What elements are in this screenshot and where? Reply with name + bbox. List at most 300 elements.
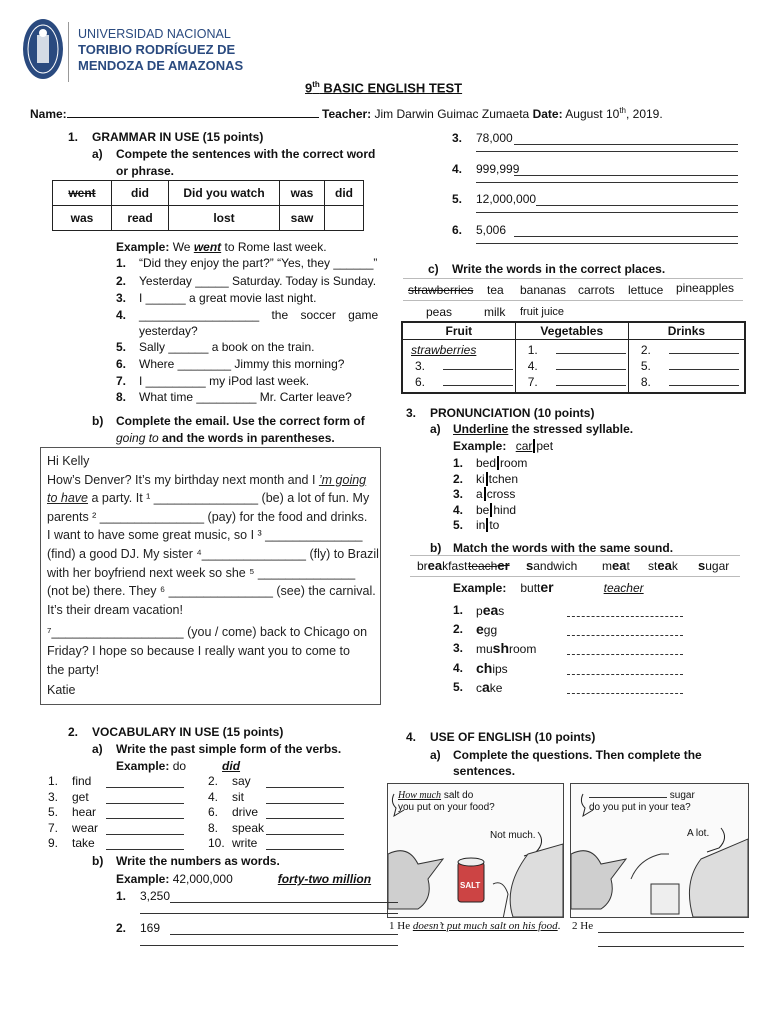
divider — [403, 278, 743, 279]
number-answer-field[interactable] — [140, 944, 398, 946]
number-value: 5,006 — [476, 223, 507, 237]
sound-part: er — [497, 558, 510, 573]
sound-word — [476, 680, 502, 695]
word-bank-item: carrots — [578, 283, 615, 297]
example-answer: went — [193, 240, 222, 254]
instruction: Compete the sentences with the correct word — [116, 147, 376, 161]
divider — [410, 576, 740, 577]
sound-part: s — [526, 558, 534, 573]
email-line: I want to have some great music, so I ³ ______________ — [47, 528, 363, 543]
part-label: b) — [430, 541, 442, 555]
syllable-divider — [497, 456, 499, 470]
item-sentence: “Did they enjoy the part?” “Yes, they ______” — [139, 256, 378, 270]
stress-word — [476, 487, 515, 501]
section-number: 4. — [406, 730, 417, 744]
item-sentence: I _________ my iPod last week. — [139, 374, 310, 388]
verb-answer-field[interactable] — [106, 833, 184, 835]
date-label: Date: — [532, 107, 563, 121]
syllable-divider — [486, 472, 488, 486]
sound-answer-field[interactable] — [567, 615, 683, 617]
verb-word: say — [232, 774, 251, 788]
grammar-example — [116, 240, 327, 254]
verb-word: write — [232, 836, 258, 850]
sound-answer-field[interactable] — [567, 692, 683, 694]
verb-word: wear — [72, 820, 99, 835]
email-signature: Katie — [47, 683, 76, 698]
word-bank-item: strawberries — [408, 283, 474, 297]
date-value: August 10 — [565, 107, 620, 121]
number-value: 78,000 — [476, 131, 513, 145]
item-number: 2. — [453, 622, 464, 637]
item-number: 1. — [453, 456, 464, 470]
word-cell: did — [112, 181, 169, 206]
answer-line[interactable] — [598, 945, 744, 947]
verb-word: hear — [72, 805, 97, 819]
part-label: c) — [428, 262, 439, 276]
salt-can-label: SALT — [460, 881, 481, 890]
part-label: b) — [92, 854, 104, 868]
instruction: sentences. — [453, 764, 516, 778]
speech-bubble-question — [398, 790, 495, 814]
caption-answer: doesn’t put much salt on his food — [412, 920, 558, 932]
example-text: We — [169, 240, 194, 254]
email-example: to have — [47, 491, 89, 506]
part-label: a) — [92, 147, 103, 161]
speech-bubble-question — [589, 790, 695, 814]
table-blank — [411, 374, 515, 390]
item-number: 3. — [453, 487, 464, 501]
sound-bank-word — [526, 559, 577, 573]
sound-bank-word — [698, 559, 729, 573]
item-number: 4. — [453, 660, 464, 675]
word-part: kfast — [442, 559, 468, 573]
numbers-example — [116, 872, 371, 886]
example-answer: teacher — [603, 581, 644, 595]
email-line: It’s their dream vacation! — [47, 602, 183, 617]
verb-answer-field[interactable] — [266, 833, 344, 835]
sound-part: ea — [482, 602, 499, 618]
question-text: you put on your food? — [398, 802, 495, 813]
answer-field[interactable] — [443, 376, 513, 386]
question-text: do you put in your tea? — [589, 802, 691, 813]
verb-word: drive — [232, 805, 259, 819]
stress-word — [476, 456, 527, 470]
blank-number: 8. — [640, 374, 651, 389]
verb-word: find — [72, 774, 92, 788]
question-text: salt do — [441, 790, 474, 801]
item-number: 8. — [116, 390, 127, 404]
item-number: 7. — [116, 374, 127, 388]
verb-answer-field[interactable] — [106, 848, 184, 850]
column-header: Vegetables — [515, 322, 628, 339]
word-part: m — [602, 559, 612, 573]
email-greeting: Hi Kelly — [47, 454, 90, 468]
sound-part: ea — [612, 558, 627, 573]
item-sentence: I ______ a great movie last night. — [139, 291, 317, 305]
section-number: 1. — [68, 130, 79, 144]
speech-bubble-reply: Not much. — [490, 830, 536, 841]
word-part: c — [476, 680, 482, 695]
word-cell: did — [325, 181, 364, 206]
number-item: 4. — [452, 162, 463, 176]
table-blank — [637, 342, 744, 358]
instruction: Complete the email. Use the correct form of — [116, 414, 365, 428]
word-bank-item: lettuce — [628, 283, 664, 297]
verb-answer-field[interactable] — [106, 817, 184, 819]
example-number: 42,000,000 — [169, 872, 233, 886]
name-label: Name: — [30, 107, 67, 121]
word-bank-item: tea — [487, 283, 504, 297]
item-sentence: __________________ the soccer game — [139, 308, 379, 322]
divider — [403, 300, 743, 301]
word-bank-item: peas — [426, 305, 453, 319]
verb-number: 10. — [208, 836, 225, 850]
syllable: tchen — [488, 471, 519, 486]
number-item: 2. — [116, 921, 127, 935]
syllable-divider — [484, 487, 486, 501]
university-name-line3: MENDOZA DE AMAZONAS — [78, 58, 244, 73]
verb-word: speak — [232, 820, 265, 835]
part-label: a) — [430, 422, 441, 436]
caption-number: 1 He — [389, 920, 413, 932]
sound-word — [476, 603, 504, 618]
item-number: 5. — [116, 340, 127, 354]
blank-number: 4. — [527, 358, 538, 373]
number-answer-field[interactable] — [170, 901, 398, 903]
instruction — [116, 431, 335, 445]
sound-word — [476, 661, 508, 676]
word-part: p — [476, 604, 483, 618]
instruction-text: and the words in parentheses. — [158, 431, 335, 445]
word-part: t — [626, 559, 630, 573]
syllable: hind — [493, 502, 517, 517]
instruction — [453, 422, 633, 436]
verb-number: 9. — [48, 836, 59, 850]
email-text: How’s Denver? It’s my birthday next month and I — [47, 472, 319, 487]
table-blank — [524, 374, 628, 390]
word-part: ke — [489, 680, 503, 695]
syllable: ki — [476, 471, 485, 486]
section-title-use-of-english: USE OF ENGLISH (10 points) — [430, 730, 596, 744]
verb-word: sit — [232, 789, 244, 804]
verb-number: 4. — [208, 789, 219, 804]
sound-word — [476, 622, 497, 637]
instruction-underline: Underline — [453, 422, 509, 436]
number-answer-field[interactable] — [476, 211, 738, 213]
divider — [410, 555, 740, 556]
item-number: 3. — [116, 291, 127, 305]
fruit-column — [402, 339, 515, 393]
caption-2: 2 He — [572, 920, 594, 932]
verb-number: 6. — [208, 805, 219, 819]
sound-answer-field[interactable] — [567, 634, 683, 636]
item-number: 5. — [453, 679, 464, 694]
verb-answer-field[interactable] — [106, 802, 184, 804]
verb-answer-field[interactable] — [106, 786, 184, 788]
email-line: (not be) there. They ⁶ _______________ (see) the carnival. — [47, 584, 376, 599]
verb-number: 7. — [48, 820, 59, 835]
instruction-italic: going to — [116, 431, 159, 445]
title-text: BASIC ENGLISH TEST — [319, 80, 463, 96]
example-label: Example: — [116, 872, 170, 886]
number-item: 6. — [452, 223, 463, 237]
blank-number: 6. — [415, 374, 426, 389]
email-line: with her boyfriend next week so she ⁵ ______________ — [47, 565, 356, 580]
answer-field[interactable] — [556, 360, 626, 370]
example-label: Example: — [116, 240, 170, 254]
answer-field[interactable] — [556, 376, 626, 386]
email-example: ’m going — [318, 472, 367, 487]
word-cell: went — [53, 181, 112, 206]
verb-answer-field[interactable] — [266, 817, 344, 819]
sound-part: s — [698, 558, 706, 573]
word-part: br — [417, 559, 428, 573]
number-answer-field[interactable] — [514, 174, 738, 176]
example-answer: did — [222, 759, 241, 773]
syllable: bed — [476, 456, 497, 470]
verb-number: 3. — [48, 789, 59, 804]
word-bank-item: milk — [484, 305, 506, 319]
item-number: 3. — [453, 641, 464, 656]
instruction: or phrase. — [116, 164, 175, 178]
example-word: butt — [520, 581, 541, 595]
example-sound: er — [540, 579, 554, 595]
word-cell: was — [280, 181, 325, 206]
teacher-label: Teacher: — [322, 107, 372, 121]
instruction: Write the numbers as words. — [116, 854, 280, 868]
teacher-name: Jim Darwin Guimac Zumaeta — [374, 107, 530, 121]
verb-word: get — [72, 789, 89, 804]
cartoon-panel-sugar — [570, 783, 749, 918]
section-number: 3. — [406, 406, 417, 420]
word-cell: saw — [280, 206, 325, 231]
number-value: 169 — [140, 921, 161, 935]
email-line: parents ² _______________ (pay) for the food and drinks. — [47, 509, 368, 524]
verb-answer-field[interactable] — [266, 848, 344, 850]
verb-answer-field[interactable] — [266, 802, 344, 804]
blank-number: 3. — [415, 358, 426, 373]
word-part: room — [509, 642, 537, 657]
email-line: ⁷___________________ (you / come) back to Chicago on — [47, 625, 368, 640]
answer-field[interactable] — [669, 344, 739, 354]
word-part: s — [498, 604, 505, 618]
cartoon-panel-salt — [387, 783, 564, 918]
word-part: teach — [468, 559, 498, 573]
section-title-vocabulary: VOCABULARY IN USE (15 points) — [92, 725, 284, 739]
table-blank — [637, 358, 744, 374]
blank-number: 7. — [527, 374, 538, 389]
example-text: to Rome last week. — [221, 240, 327, 254]
item-number: 1. — [116, 256, 127, 270]
email-box — [40, 447, 381, 705]
item-sentence: What time _________ Mr. Carter leave? — [139, 390, 352, 404]
verb-number: 5. — [48, 805, 59, 819]
example-word: do — [169, 759, 187, 773]
word-bank-item: bananas — [520, 283, 567, 297]
name-field[interactable] — [67, 107, 319, 118]
section-title-grammar: GRAMMAR IN USE (15 points) — [92, 130, 264, 144]
blank-number: 5. — [640, 358, 651, 373]
email-text: a party. It ¹ _______________ (be) a lot of fun. My — [88, 491, 370, 506]
syllable: room — [500, 456, 528, 470]
item-number: 2. — [453, 471, 464, 486]
item-number: 4. — [116, 308, 127, 322]
answer-field[interactable] — [669, 360, 739, 370]
question-text: sugar — [669, 790, 695, 801]
syllable: to — [489, 518, 500, 532]
verb-number: 2. — [208, 774, 219, 788]
item-sentence: Yesterday _____ Saturday. Today is Sunday. — [139, 274, 377, 288]
number-answer-field[interactable] — [476, 181, 738, 183]
word-part: st — [648, 559, 658, 573]
word-part: ips — [492, 661, 508, 676]
stress-example — [453, 439, 553, 453]
table-blank — [524, 342, 628, 358]
sound-part: a — [482, 678, 490, 695]
example-answer: forty-two million — [277, 872, 372, 886]
sound-word — [476, 641, 536, 656]
item-number: 5. — [453, 518, 464, 532]
number-answer-field[interactable] — [476, 242, 738, 244]
university-name-line1: UNIVERSIDAD NACIONAL — [78, 27, 231, 41]
speech-bubble-reply: A lot. — [687, 828, 710, 839]
email-line — [47, 489, 374, 508]
number-answer-field[interactable] — [476, 150, 738, 152]
sound-part: ch — [476, 659, 493, 676]
item-number: 2. — [116, 274, 127, 288]
email-line — [47, 471, 374, 490]
number-item: 1. — [116, 889, 127, 903]
title-number: 9 — [305, 80, 313, 96]
number-answer-field[interactable] — [536, 204, 738, 206]
item-number: 1. — [453, 603, 464, 617]
syllable: cross — [486, 487, 516, 501]
word-cell — [325, 206, 364, 231]
word-cell: Did you watch — [169, 181, 280, 206]
stress-word — [476, 472, 518, 486]
number-item: 3. — [452, 131, 463, 145]
stress-word — [476, 503, 516, 517]
verb-number: 1. — [48, 774, 59, 788]
answer-field[interactable] — [556, 344, 626, 354]
word-bank-item: pineapples — [676, 281, 735, 295]
number-answer-field[interactable] — [514, 235, 738, 237]
part-label: a) — [92, 742, 103, 756]
syllable: be — [476, 502, 490, 517]
syllable: in — [476, 518, 486, 532]
sound-answer-field[interactable] — [567, 653, 683, 655]
blank-number: 2. — [640, 342, 651, 357]
sound-part: ea — [427, 558, 443, 573]
number-value: 999,999 — [476, 162, 520, 176]
syllable-stressed: car — [515, 439, 533, 453]
item-number: 6. — [116, 357, 127, 371]
blank-number: 1. — [527, 342, 538, 357]
item-sentence: yesterday? — [139, 324, 198, 338]
sound-bank-word — [468, 559, 510, 573]
number-answer-field[interactable] — [140, 912, 398, 914]
question-answer: How much — [398, 790, 442, 801]
part-label: b) — [92, 414, 104, 428]
sound-part: e — [476, 621, 484, 638]
answer-field[interactable] — [669, 376, 739, 386]
word-cell: lost — [169, 206, 280, 231]
logo-divider — [68, 22, 69, 82]
syllable: a — [476, 487, 483, 501]
item-sentence: Where ________ Jimmy this morning? — [139, 357, 345, 371]
answer-line[interactable] — [598, 931, 744, 933]
item-number: 4. — [453, 502, 464, 517]
instruction: Complete the questions. Then complete the — [453, 748, 702, 762]
part-label: a) — [430, 748, 441, 762]
word-bank-item: fruit juice — [520, 306, 565, 318]
email-line: the party! — [47, 662, 100, 677]
email-line: (find) a good DJ. My sister ⁴_______________ (fly) to Brazil — [47, 546, 379, 561]
example-label: Example: — [453, 581, 507, 595]
caption-1: 1 He doesn’t put much salt on his food. — [389, 920, 561, 932]
example-label: Example: — [116, 759, 170, 773]
number-value: 3,250 — [140, 889, 171, 903]
test-title — [305, 78, 462, 95]
stress-word — [476, 518, 499, 532]
table-blank — [411, 358, 515, 374]
section-title-pronunciation: PRONUNCIATION (10 points) — [430, 406, 595, 420]
table-example — [411, 342, 515, 358]
word-part: k — [671, 559, 678, 573]
date-year: , 2019. — [625, 107, 663, 121]
vegetables-column — [515, 339, 628, 393]
sound-part: ea — [657, 558, 672, 573]
university-seal-logo — [22, 17, 64, 81]
number-value: 12,000,000 — [476, 192, 537, 206]
table-blank — [524, 358, 628, 374]
sound-bank-word — [648, 559, 678, 573]
number-answer-field[interactable] — [170, 933, 398, 935]
food-table — [401, 321, 746, 394]
sound-answer-field[interactable] — [567, 673, 683, 675]
section-number: 2. — [68, 725, 79, 739]
drinks-column — [628, 339, 745, 393]
sound-example — [453, 580, 644, 595]
email-line: Friday? I hope so because I really want you to come to — [47, 643, 350, 658]
instruction-text: the stressed syllable. — [508, 422, 634, 436]
vocab-example — [116, 759, 240, 773]
table-blank — [637, 374, 744, 390]
sound-bank-word — [602, 559, 630, 573]
column-header: Fruit — [402, 322, 515, 339]
instruction: Write the past simple form of the verbs. — [116, 742, 342, 756]
verb-word: take — [72, 836, 95, 850]
title-sup: th — [312, 80, 320, 89]
instruction: Write the words in the correct places. — [452, 262, 666, 276]
word-part: mu — [476, 642, 493, 657]
word-part: gg — [483, 623, 498, 638]
word-cell: read — [112, 206, 169, 231]
number-answer-field[interactable] — [514, 143, 738, 145]
name-teacher-line — [30, 104, 663, 121]
word-cell: was — [53, 206, 112, 231]
verb-answer-field[interactable] — [266, 786, 344, 788]
date-sup: th — [619, 106, 626, 115]
word-part: ugar — [705, 559, 730, 573]
example-answer: strawberries — [411, 342, 477, 357]
answer-field[interactable] — [443, 360, 513, 370]
example-label: Example: — [453, 439, 507, 453]
number-item: 5. — [452, 192, 463, 206]
verb-number: 8. — [208, 820, 219, 835]
word-part: andwich — [533, 559, 578, 573]
sound-part: sh — [492, 640, 510, 657]
